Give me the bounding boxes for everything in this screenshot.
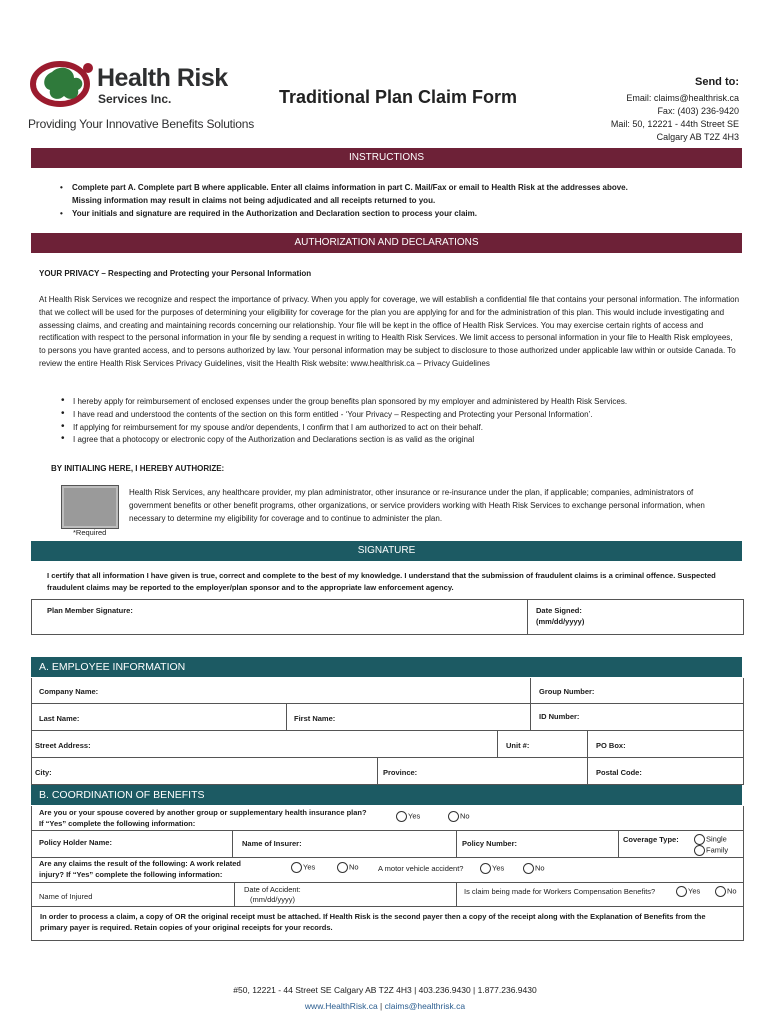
declaration-bullets <box>59 396 739 447</box>
instructions-list <box>58 181 718 220</box>
radio-icon[interactable] <box>448 811 459 822</box>
wcb-no[interactable]: No <box>715 886 737 897</box>
footer-links <box>0 1001 770 1011</box>
authorization-bar: AUTHORIZATION AND DECLARATIONS <box>31 233 742 253</box>
employee-row-1 <box>31 678 744 704</box>
work-injury-subtext: injury? If “Yes” complete the following information: <box>39 870 223 879</box>
send-to-mail: Mail: 50, 12221 - 44th Street SE <box>610 119 739 129</box>
footer-address: #50, 12221 - 44 Street SE Calgary AB T2Z 4H3 | 403.236.9430 | 1.877.236.9430 <box>233 985 537 995</box>
work-injury-yes[interactable]: Yes <box>291 862 315 873</box>
other-coverage-question: Are you or your spouse covered by another group or supplementary health insurance plan? <box>39 808 367 817</box>
radio-icon[interactable] <box>694 834 705 845</box>
website-link[interactable]: www.HealthRisk.ca <box>304 1001 378 1011</box>
cob-row-4 <box>31 883 744 907</box>
cob-row-1 <box>31 806 744 831</box>
date-signed-format: (mm/dd/yyyy) <box>536 617 585 626</box>
accident-date-format: (mm/dd/yyyy) <box>250 895 295 904</box>
cob-note-row <box>31 907 744 941</box>
plan-member-signature-field[interactable] <box>40 616 520 632</box>
initial-heading: BY INITIALING HERE, I HEREBY AUTHORIZE: <box>51 464 225 473</box>
initials-field[interactable] <box>61 485 119 529</box>
other-coverage-no[interactable]: No <box>448 811 470 822</box>
initial-text: Health Risk Services, any healthcare provider, my plan administrator, other insurance or re-insurance under the plan, if applicable; companies, administrators of government benefits or other benefit programs, other organizations, or service providers working with Heath Risk Services to exchange personal information, when necessary to determine my eligibility for coverage and to continue to administer the plan. <box>129 488 705 523</box>
receipt-note: In order to process a claim, a copy of OR the original receipt must be attached. If Health Risk is the second payer then a copy of the receipt along with the Explanation of Benefits from the primary payer is required. Retain copies of your original receipts for your records. <box>40 912 706 932</box>
employee-row-4 <box>31 758 744 785</box>
instruction-item: • Your initials and signature are required in the Authorization and Declaration section to process your claim. <box>60 209 477 218</box>
first-name-label: First Name: <box>294 714 336 723</box>
required-label: *Required <box>73 528 107 537</box>
form-title: Traditional Plan Claim Form <box>279 87 518 107</box>
coverage-type-label: Coverage Type: <box>623 835 679 844</box>
privacy-text: At Health Risk Services we recognize and respect the importance of privacy. When you apply for coverage, we will establish a confidential file that contains your personal information. The information that we collect will be used for the purposes of determining your eligibility for coverage for the plan you are applying for and for the administration of this plan. This would include investigating and assessing claims, and creating and maintaining records concerning our relationship. Your file will be kept in the office of Health Risk Services. You may exercise certain rights of access and rectification with respect to the personal information in your file by sending a request in writing to Health Risk Services. We limit access to personal information in your file to Health Risk employees, to persons you have granted access, and to persons authorized by law. Your personal information may be subject to disclosure to those authorized under applicable law within or outside Canada. To review the entire Health Risk Services Privacy Guidelines, visit the Health Risk website: www.healthrisk.ca – Privacy Guidelines <box>39 295 740 368</box>
declaration-item: • If applying for reimbursement for my spouse and/or dependents, I confirm that I am authorized to act on their behalf. <box>59 422 739 435</box>
declaration-item: • I agree that a photocopy or electronic copy of the Authorization and Declarations section is as valid as the original <box>59 434 739 447</box>
accident-date-label: Date of Accident: <box>244 885 301 894</box>
motor-vehicle-label: A motor vehicle accident? <box>378 864 464 873</box>
province-label: Province: <box>383 768 418 777</box>
radio-icon[interactable] <box>523 863 534 874</box>
tagline: Providing Your Innovative Benefits Solutions <box>28 117 255 131</box>
send-to-block <box>611 76 739 144</box>
motor-vehicle-no[interactable]: No <box>523 863 545 874</box>
plan-member-signature-label: Plan Member Signature: <box>47 606 133 615</box>
radio-icon[interactable] <box>291 862 302 873</box>
signature-bar: SIGNATURE <box>31 541 742 561</box>
footer-separator: | <box>380 1001 383 1011</box>
coverage-family[interactable]: Family <box>694 845 728 856</box>
send-to-email: Email: claims@healthrisk.ca <box>626 93 739 103</box>
po-box-label: PO Box: <box>596 741 626 750</box>
city-label: City: <box>35 768 52 777</box>
policy-holder-label: Policy Holder Name: <box>39 838 112 847</box>
cob-row-3 <box>31 858 744 883</box>
policy-number-label: Policy Number: <box>462 839 518 848</box>
coordination-bar: B. COORDINATION OF BENEFITS <box>31 785 742 805</box>
street-address-label: Street Address: <box>35 741 91 750</box>
send-to-city: Calgary AB T2Z 4H3 <box>656 132 739 142</box>
radio-icon[interactable] <box>337 862 348 873</box>
cob-row-2 <box>31 831 744 858</box>
unit-label: Unit #: <box>506 741 530 750</box>
coverage-single[interactable]: Single <box>694 834 727 845</box>
send-to-fax: Fax: (403) 236-9420 <box>657 106 739 116</box>
radio-icon[interactable] <box>715 886 726 897</box>
send-to-heading: Send to: <box>695 76 739 88</box>
wcb-yes[interactable]: Yes <box>676 886 700 897</box>
health-risk-logo-icon <box>30 58 96 108</box>
insurer-label: Name of Insurer: <box>242 839 302 848</box>
employee-row-3 <box>31 731 744 758</box>
email-link[interactable]: claims@healthrisk.ca <box>384 1001 466 1011</box>
other-coverage-yes[interactable]: Yes <box>396 811 420 822</box>
motor-vehicle-yes[interactable]: Yes <box>480 863 504 874</box>
instruction-item: • Complete part A. Complete part B where applicable. Enter all claims information in part C. Mail/Fax or email to Health Risk at the addresses above. <box>60 183 628 192</box>
other-coverage-subtext: If “Yes” complete the following information: <box>39 819 196 828</box>
declaration-item: • I have read and understood the contents of the section on this form entitled - ‘Your Privacy – Respecting and Protecting your Personal Information’. <box>59 409 739 422</box>
employee-info-bar: A. EMPLOYEE INFORMATION <box>31 657 742 677</box>
work-injury-no[interactable]: No <box>337 862 359 873</box>
radio-icon[interactable] <box>480 863 491 874</box>
logo-subtitle: Services Inc. <box>98 92 172 106</box>
work-injury-question: Are any claims the result of the following: A work related <box>39 859 241 868</box>
group-number-label: Group Number: <box>539 687 595 696</box>
instructions-bar: INSTRUCTIONS <box>31 148 742 168</box>
certify-text: I certify that all information I have given is true, correct and complete to the best of my knowledge. I understand that the submission of fraudulent claims is a criminal offence. Suspected fraudulent claims may be reported to the employer/plan sponsor and to the appropriate law enforcement agency. <box>47 571 716 592</box>
radio-icon[interactable] <box>694 845 705 856</box>
instruction-item: Missing information may result in claims not being adjudicated and all receipts returned to you. <box>72 196 436 205</box>
name-of-injured-label: Name of Injured <box>39 892 93 901</box>
company-name-label: Company Name: <box>39 687 99 696</box>
id-number-label: ID Number: <box>539 712 580 721</box>
signature-row <box>31 599 744 635</box>
logo-name: Health Risk <box>97 64 228 92</box>
date-signed-label: Date Signed: <box>536 606 582 615</box>
radio-icon[interactable] <box>396 811 407 822</box>
employee-row-2 <box>31 704 744 731</box>
last-name-label: Last Name: <box>39 714 80 723</box>
postal-code-label: Postal Code: <box>596 768 642 777</box>
radio-icon[interactable] <box>676 886 687 897</box>
wcb-question: Is claim being made for Workers Compensation Benefits? <box>464 887 656 896</box>
declaration-item: • I hereby apply for reimbursement of enclosed expenses under the group benefits plan sponsored by my employer and administered by Health Risk Services. <box>59 396 739 409</box>
privacy-heading: YOUR PRIVACY – Respecting and Protecting your Personal Information <box>39 269 312 278</box>
